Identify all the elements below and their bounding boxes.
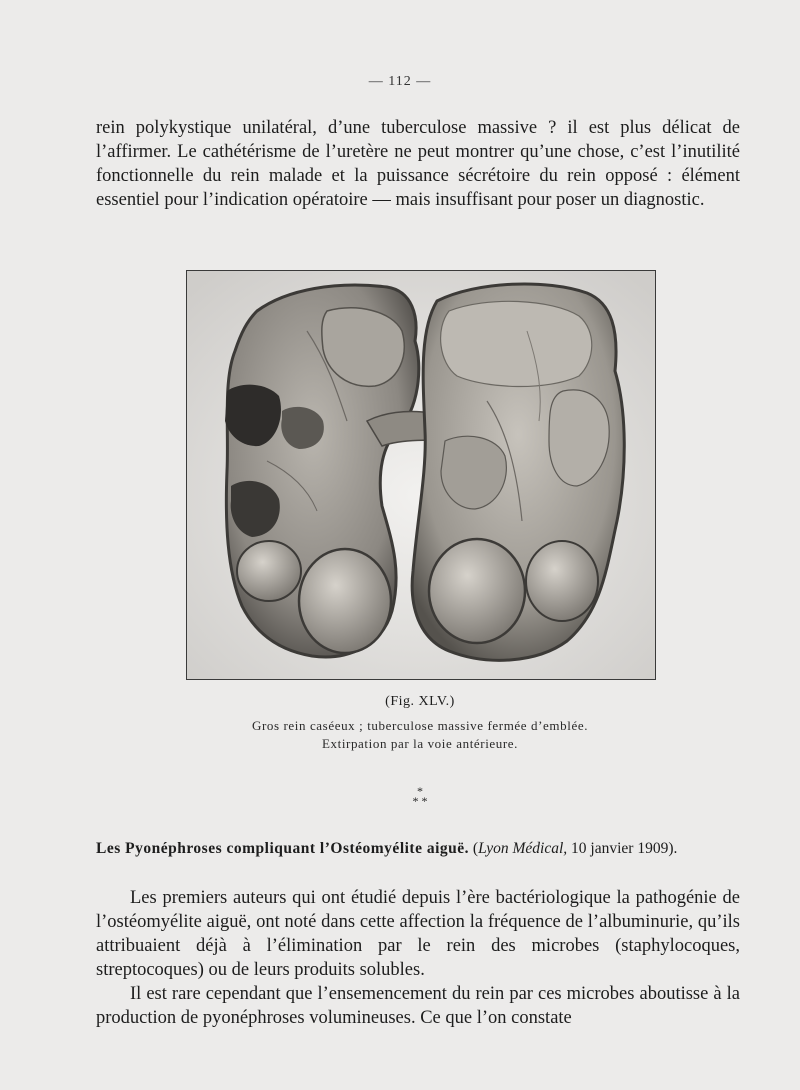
figure-caption-line-1: Gros rein caséeux ; tuberculose massive fermée d’emblée. [251,718,589,733]
paragraph-body-2: Il est rare cependant que l’ensemencement du rein par ces microbes aboutisse à la production de pyonéphroses volumineuses. Ce que l’on constate [96,984,740,1028]
reference-journal: Lyon Médical, [478,840,568,857]
asterism-top: * [417,784,423,798]
body-text [96,886,740,1030]
figure-caption-line-2: Extirpation par la voie antérieure. [321,736,519,751]
article-reference [96,838,740,860]
reference-source-open: ( [472,840,479,857]
figure-photo [186,270,656,680]
asterism-bottom: * * [412,794,428,808]
reference-title: Les Pyonéphroses compliquant l’Ostéomyélite aiguë. [96,840,470,857]
paragraph-intro: rein polykystique unilatéral, d’une tuberculose massive ? il est plus délicat de l’affirmer. Le cathétérisme de l’uretère ne peut montrer qu’une chose, c’est l’inutilité fonctionnelle du rein malade et la puissance sécrétoire du rein opposé : élément essentiel pour l’indication opératoire — mais insuffisant pour poser un diagnostic. [96,118,740,210]
reference-date: 10 janvier 1909). [571,840,678,857]
kidney-specimen-image [187,271,655,679]
figure-label: (Fig. XLV.) [385,694,455,709]
section-separator [0,786,800,806]
page-number: — 112 — [368,74,432,89]
paragraph-body-1: Les premiers auteurs qui ont étudié depuis l’ère bactériologique la pathogénie de l’ostéomyélite aiguë, ont noté dans cette affection la fréquence de l’albuminurie, qu’ils attribuaient déjà à l’élimination par le rein des microbes (staphylocoques, streptocoques) ou de leurs produits solubles. [96,888,740,980]
